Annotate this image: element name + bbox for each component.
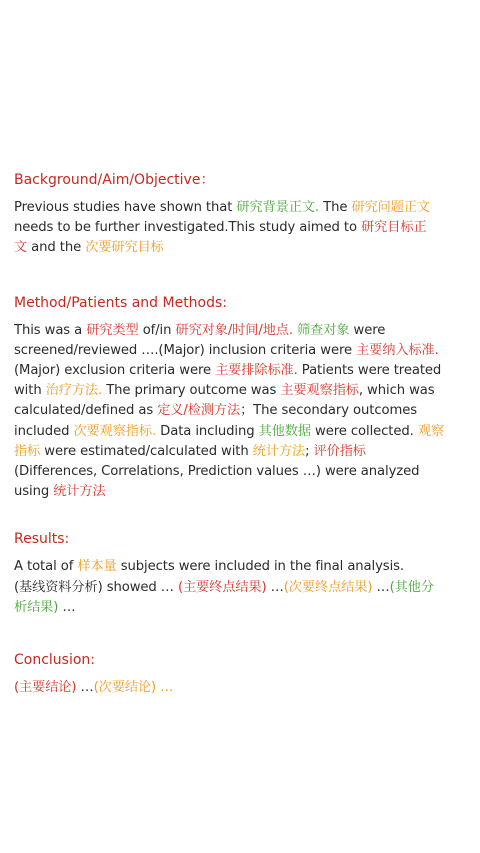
text-segment: The — [319, 200, 352, 215]
study-subject-placeholder: 研究对象/时间/地点. — [175, 322, 293, 338]
evaluation-index-placeholder: 评价指标 — [313, 443, 366, 459]
method-paragraph — [14, 321, 462, 503]
text-segment: (Differences, Correlations, Prediction values …) were analyzed — [14, 464, 420, 480]
conclusion-line-1 — [14, 678, 462, 698]
method-line-2 — [14, 341, 462, 361]
text-segment: using — [14, 484, 54, 500]
text-segment: Patients were treated — [297, 363, 442, 379]
results-line-1 — [14, 557, 462, 577]
primary-endpoint-placeholder: (主要终点结果) — [177, 579, 267, 595]
other-analysis-placeholder-cont: 析结果) — [14, 599, 59, 615]
inclusion-criteria-placeholder: 主要纳入标准. — [356, 342, 439, 358]
other-data-placeholder: 其他数据 — [258, 423, 311, 439]
text-segment: calculated/defined as — [14, 403, 158, 419]
secondary-endpoint-placeholder: (次要终点结果) — [283, 579, 373, 595]
research-background-placeholder: 研究背景正文. — [236, 200, 320, 215]
text-segment: needs to be further investigated.This study aimed to — [14, 220, 362, 236]
conclusion-section — [14, 650, 462, 698]
method-line-6 — [14, 422, 462, 442]
text-segment: ; — [305, 443, 314, 459]
treatment-placeholder: 治疗方法. — [45, 383, 103, 399]
text-segment: subjects were included in the final analysis. — [116, 559, 405, 575]
conclusion-heading: Conclusion: — [14, 652, 96, 669]
background-heading: Background/Aim/Objective： — [14, 172, 215, 188]
background-line-1 — [14, 198, 462, 218]
text-segment: ；The secondary outcomes — [240, 403, 417, 419]
secondary-aim-placeholder: 次要研究目标 — [85, 240, 164, 256]
screening-subject-placeholder: 筛查对象 — [297, 322, 350, 338]
statistical-method-placeholder-2: 统计方法 — [53, 484, 106, 500]
abstract-document — [14, 170, 462, 726]
sample-size-placeholder: 样本量 — [77, 559, 117, 575]
method-line-1 — [14, 321, 462, 341]
research-aim-placeholder: 研究目标正 — [361, 220, 427, 236]
background-section — [14, 170, 462, 259]
definition-method-placeholder: 定义/检测方法 — [157, 403, 241, 419]
text-segment: A total of — [14, 559, 78, 575]
primary-conclusion-placeholder: (主要结论) — [14, 680, 77, 696]
results-line-3 — [14, 598, 462, 618]
text-segment: … — [58, 599, 76, 615]
text-segment: This was a — [14, 322, 87, 338]
text-segment: … — [266, 579, 284, 595]
method-heading: Method/Patients and Methods: — [14, 294, 228, 311]
observation-index-placeholder-cont: 指标 — [14, 443, 41, 459]
results-section — [14, 529, 462, 618]
method-line-4 — [14, 381, 462, 401]
text-segment: were — [349, 322, 386, 338]
primary-outcome-placeholder: 主要观察指标 — [280, 383, 359, 399]
other-analysis-placeholder: (其他分 — [389, 579, 434, 595]
method-line-7 — [14, 442, 462, 462]
method-section — [14, 293, 462, 503]
secondary-outcome-placeholder: 次要观察指标. — [73, 423, 157, 439]
text-segment: of/in — [138, 322, 176, 338]
statistical-method-placeholder: 统计方法 — [252, 443, 306, 459]
method-line-9 — [14, 482, 462, 502]
background-line-3 — [14, 238, 462, 258]
text-segment: … — [76, 680, 94, 696]
text-segment: Previous studies have shown that — [14, 200, 237, 215]
results-heading: Results: — [14, 531, 70, 548]
text-segment: screened/reviewed ….(Major) inclusion criteria were — [14, 342, 357, 358]
text-segment: Data including — [156, 423, 259, 439]
method-line-5 — [14, 401, 462, 421]
research-aim-placeholder-cont: 文 — [14, 240, 28, 256]
results-paragraph — [14, 557, 462, 618]
text-segment: (Major) exclusion criteria were — [14, 363, 216, 379]
method-line-3 — [14, 361, 462, 381]
results-line-2 — [14, 578, 462, 598]
text-segment: and the — [27, 240, 86, 256]
text-segment: … — [372, 579, 390, 595]
text-segment: were collected. — [310, 423, 418, 439]
text-segment: with — [14, 383, 46, 399]
research-question-placeholder: 研究问题正文 — [351, 200, 430, 215]
study-type-placeholder: 研究类型 — [86, 322, 139, 338]
text-segment: The primary outcome was — [102, 383, 281, 399]
background-paragraph — [14, 198, 462, 259]
text-segment: , which was — [358, 383, 435, 399]
secondary-conclusion-placeholder: (次要结论) … — [93, 680, 174, 696]
exclusion-criteria-placeholder: 主要排除标准. — [215, 363, 298, 379]
text-segment: (基线资料分析) showed … — [14, 579, 178, 595]
background-line-2 — [14, 218, 462, 238]
conclusion-paragraph — [14, 678, 462, 698]
observation-index-placeholder: 观察 — [417, 423, 445, 439]
method-line-8 — [14, 462, 462, 482]
text-segment: were estimated/calculated with — [40, 443, 253, 459]
text-segment: included — [14, 423, 74, 439]
